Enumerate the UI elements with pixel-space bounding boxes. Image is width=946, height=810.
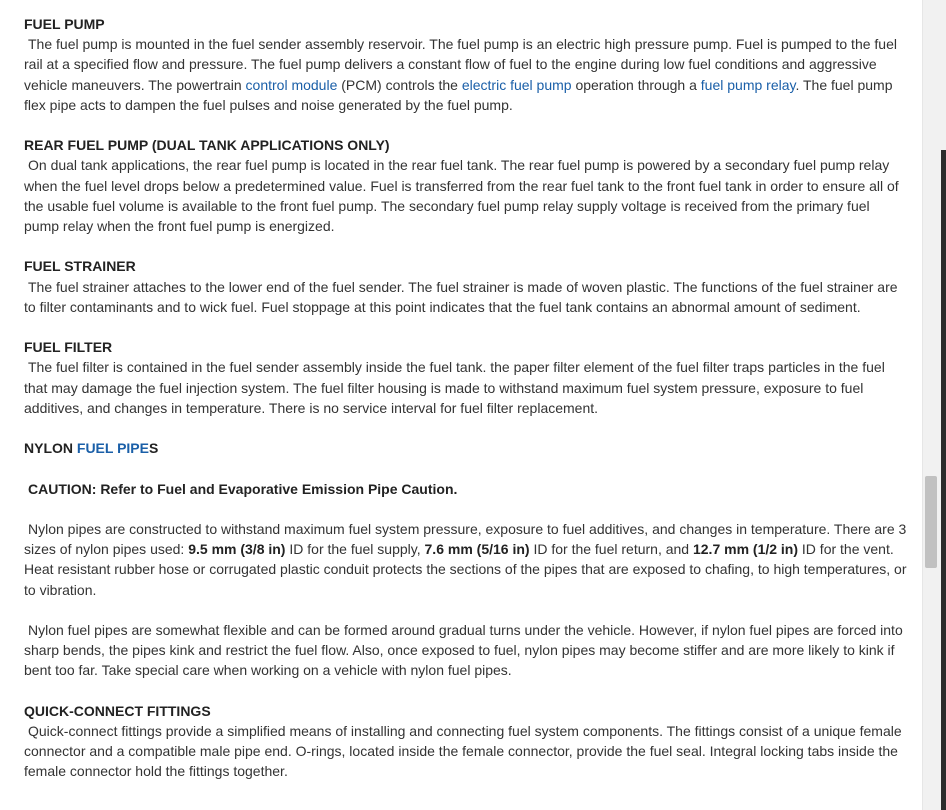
section-paragraph: Nylon pipes are constructed to withstand maximum fuel system pressure, exposure to fuel additives, and changes in temperature. There are 3 sizes of nylon pipes used: 9.5 mm (3/8 in) ID for the fuel supply, 7.6 mm (5/16 in) ID for the fuel return, and 12.7 mm (1/2 in) ID for the vent. Heat resistant rubber hose or corrugated plastic conduit protects the sections of the pipes that are exposed to chafing, to high temperatures, or to vibration. bbox=[24, 520, 907, 598]
document-content bbox=[24, 14, 908, 802]
section-fuel-strainer bbox=[24, 256, 908, 317]
section-paragraph: The fuel pump is mounted in the fuel sender assembly reservoir. The fuel pump is an electric high pressure pump. Fuel is pumped to the fuel rail at a specified flow and pressure. The fuel pump delivers a constant flow of fuel to the engine during low fuel conditions and aggressive vehicle maneuvers. The powertrain control module (PCM) controls the electric fuel pump operation through a fuel pump relay. The fuel pump flex pipe acts to dampen the fuel pulses and noise generated by the fuel pump. bbox=[24, 36, 897, 113]
pipe-size-supply: 9.5 mm (3/8 in) bbox=[188, 541, 286, 558]
section-paragraph: The fuel filter is contained in the fuel sender assembly inside the fuel tank. the paper filter element of the fuel filter traps particles in the fuel that may damage the fuel injection system. The fuel filter housing is made to withstand maximum fuel system pressure, exposure to fuel additives, and changes in temperature. There is no service interval for fuel filter replacement. bbox=[24, 359, 885, 416]
section-heading: REAR FUEL PUMP (DUAL TANK APPLICATIONS ONLY) bbox=[24, 137, 390, 154]
window-edge bbox=[941, 150, 946, 810]
section-paragraph: Quick-connect fittings provide a simplified means of installing and connecting fuel system components. The fittings consist of a unique female connector and a compatible male pipe end. O-rings, located inside the female connector, provide the fuel seal. Integral locking tabs inside the female connector hold the fittings together. bbox=[24, 722, 902, 780]
section-heading: FUEL PUMP bbox=[24, 16, 105, 32]
section-heading: NYLON FUEL PIPES bbox=[24, 440, 159, 457]
section-quick-connect-fittings bbox=[24, 701, 908, 782]
section-heading: QUICK-CONNECT FITTINGS bbox=[24, 702, 211, 719]
electric-fuel-pump-link[interactable]: electric fuel pump bbox=[461, 76, 572, 93]
caution-note: CAUTION: Refer to Fuel and Evaporative Emission Pipe Caution. bbox=[28, 480, 458, 497]
section-fuel-pump bbox=[24, 14, 908, 115]
fuel-pump-relay-link[interactable]: fuel pump relay bbox=[700, 76, 796, 93]
pipe-size-return: 7.6 mm (5/16 in) bbox=[424, 541, 530, 558]
section-paragraph: Nylon fuel pipes are somewhat flexible and can be formed around gradual turns under the vehicle. However, if nylon fuel pipes are forced into sharp bends, the pipes kink and restrict the fuel flow. Also, once exposed to fuel, nylon pipes may become stiffer and are more likely to kink if bent too far. Take special care when working on a vehicle with nylon fuel pipes. bbox=[24, 621, 903, 679]
fuel-pipe-link[interactable]: FUEL PIPE bbox=[76, 440, 149, 457]
section-heading: FUEL STRAINER bbox=[24, 258, 136, 275]
scrollbar-thumb[interactable] bbox=[925, 476, 937, 568]
section-fuel-filter bbox=[24, 337, 908, 418]
section-paragraph: The fuel strainer attaches to the lower end of the fuel sender. The fuel strainer is made of woven plastic. The functions of the fuel strainer are to filter contaminants and to wick fuel. Fuel stoppage at this point indicates that the fuel tank contains an abnormal amount of sediment. bbox=[24, 278, 898, 315]
scrollbar-track-edge bbox=[922, 0, 923, 810]
section-nylon-fuel-pipes bbox=[24, 438, 908, 680]
section-heading: FUEL FILTER bbox=[24, 339, 113, 356]
vertical-scrollbar[interactable] bbox=[922, 0, 946, 810]
pipe-size-vent: 12.7 mm (1/2 in) bbox=[692, 541, 799, 558]
control-module-link[interactable]: control module bbox=[245, 76, 338, 93]
section-rear-fuel-pump bbox=[24, 135, 908, 236]
section-paragraph: On dual tank applications, the rear fuel pump is located in the rear fuel tank. The rear fuel pump is powered by a secondary fuel pump relay when the fuel level drops below a predetermined value. Fuel is transferred from the rear fuel tank to the front fuel tank in order to ensure all of the usable fuel volume is available to the front fuel pump. The secondary fuel pump relay supply voltage is received from the primary fuel pump relay when the front fuel pump is energized. bbox=[24, 157, 899, 235]
